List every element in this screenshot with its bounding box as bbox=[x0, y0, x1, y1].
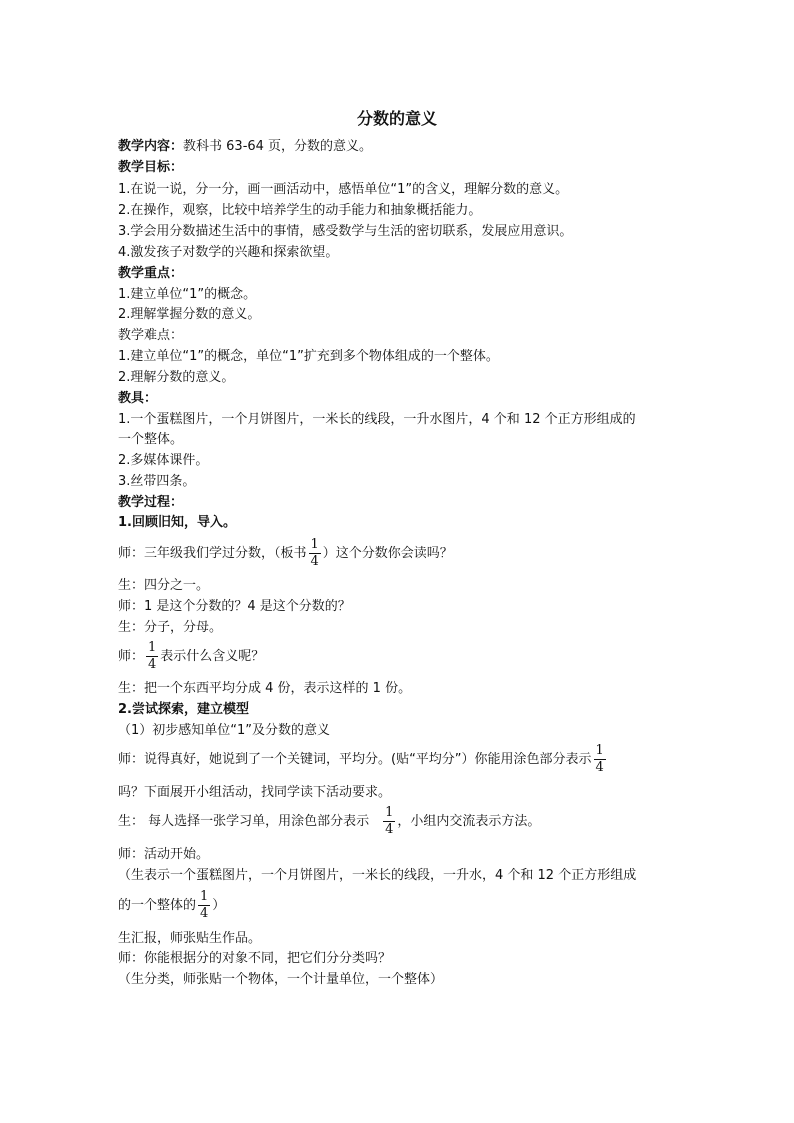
teaching-content-line bbox=[118, 139, 372, 155]
teaching-tools-heading: 教具： bbox=[118, 391, 158, 406]
tool-item: 2.多媒体课件。 bbox=[118, 453, 209, 468]
fraction-one-quarter bbox=[198, 890, 210, 921]
dialogue-text: ，小组内交流表示方法。 bbox=[397, 814, 541, 829]
dialogue-line bbox=[118, 538, 453, 569]
key-point-item: 2.理解掌握分数的意义。 bbox=[118, 307, 261, 322]
tool-item: 3.丝带四条。 bbox=[118, 474, 196, 489]
fraction-denominator: 4 bbox=[595, 760, 604, 775]
dialogue-text: 表示什么含义呢？ bbox=[160, 649, 265, 664]
fraction-denominator: 4 bbox=[200, 906, 209, 921]
fraction-numerator: 1 bbox=[385, 805, 394, 820]
dialogue-line: 师：1 是这个分数的？4 是这个分数的？ bbox=[118, 599, 351, 614]
dialogue-line: 吗？下面展开小组活动，找同学读下活动要求。 bbox=[118, 785, 392, 800]
key-points-heading: 教学重点： bbox=[118, 266, 184, 281]
dialogue-line: 生汇报，师张贴生作品。 bbox=[118, 931, 262, 946]
dialogue-line: 师：你能根据分的对象不同，把它们分分类吗？ bbox=[118, 951, 392, 966]
goals-heading: 教学目标： bbox=[118, 160, 184, 175]
dialogue-line: 生：分子，分母。 bbox=[118, 620, 223, 635]
activity-note-continued bbox=[118, 890, 225, 921]
fraction-numerator: 1 bbox=[595, 743, 604, 758]
step-heading: 2.尝试探索，建立模型 bbox=[118, 702, 249, 717]
fraction-one-quarter bbox=[594, 744, 606, 775]
fraction-numerator: 1 bbox=[200, 889, 209, 904]
goal-item: 4.激发孩子对数学的兴趣和探索欲望。 bbox=[118, 245, 339, 260]
tool-item: 1.一个蛋糕图片，一个月饼图片，一米长的线段，一升水图片，4 个和 12 个正方形组成的 bbox=[118, 412, 636, 427]
tool-item-continued: 一个整体。 bbox=[118, 432, 184, 447]
key-point-item: 1.建立单位“1”的概念。 bbox=[118, 287, 257, 302]
teaching-content-text: 教科书 63-64 页，分数的意义。 bbox=[183, 139, 373, 154]
fraction-denominator: 4 bbox=[148, 657, 157, 672]
sub-step-heading: （1）初步感知单位“1”及分数的意义 bbox=[118, 723, 331, 738]
fraction-numerator: 1 bbox=[148, 640, 157, 655]
dialogue-text: 的一个整体的 bbox=[118, 898, 197, 913]
dialogue-line: 生：把一个东西平均分成 4 份，表示这样的 1 份。 bbox=[118, 681, 412, 696]
activity-note: （生分类，师张贴一个物体，一个计量单位，一个整体） bbox=[118, 972, 444, 987]
dialogue-text: ） bbox=[212, 898, 226, 913]
page-title: 分数的意义 bbox=[356, 109, 437, 128]
dialogue-text: 师：说得真好，她说到了一个关键词，平均分。(贴“平均分”）你能用涂色部分表示 bbox=[118, 752, 592, 767]
difficulty-item: 1.建立单位“1”的概念，单位“1”扩充到多个物体组成的一个整体。 bbox=[118, 349, 499, 364]
activity-note: （生表示一个蛋糕图片，一个月饼图片，一米长的线段，一升水，4 个和 12 个正方形组成 bbox=[118, 868, 637, 883]
dialogue-line bbox=[118, 641, 264, 672]
fraction-numerator: 1 bbox=[310, 537, 319, 552]
fraction-denominator: 4 bbox=[385, 822, 394, 837]
dialogue-line: 生：四分之一。 bbox=[118, 578, 210, 593]
fraction-one-quarter bbox=[309, 538, 321, 569]
teaching-content-label: 教学内容： bbox=[118, 139, 184, 154]
dialogue-line bbox=[118, 744, 608, 775]
process-heading: 教学过程： bbox=[118, 495, 184, 510]
goal-item: 2.在操作，观察，比较中培养学生的动手能力和抽象概括能力。 bbox=[118, 203, 482, 218]
dialogue-text: ）这个分数你会读吗？ bbox=[322, 546, 453, 561]
dialogue-line bbox=[118, 806, 540, 837]
goal-item: 3.学会用分数描述生活中的事情，感受数学与生活的密切联系，发展应用意识。 bbox=[118, 224, 573, 239]
difficulties-heading: 教学难点： bbox=[118, 328, 184, 343]
fraction-one-quarter bbox=[383, 806, 395, 837]
dialogue-line: 师：活动开始。 bbox=[118, 847, 210, 862]
step-heading: 1.回顾旧知，导入。 bbox=[118, 515, 236, 530]
fraction-denominator: 4 bbox=[310, 554, 319, 569]
dialogue-text: 师：三年级我们学过分数，（板书 bbox=[118, 546, 307, 561]
fraction-one-quarter bbox=[146, 641, 158, 672]
dialogue-text: 师： bbox=[118, 649, 145, 664]
goal-item: 1.在说一说，分一分，画一画活动中，感悟单位“1”的含义，理解分数的意义。 bbox=[118, 182, 569, 197]
difficulty-item: 2.理解分数的意义。 bbox=[118, 370, 235, 385]
dialogue-text: 生： 每人选择一张学习单，用涂色部分表示 bbox=[118, 814, 370, 829]
